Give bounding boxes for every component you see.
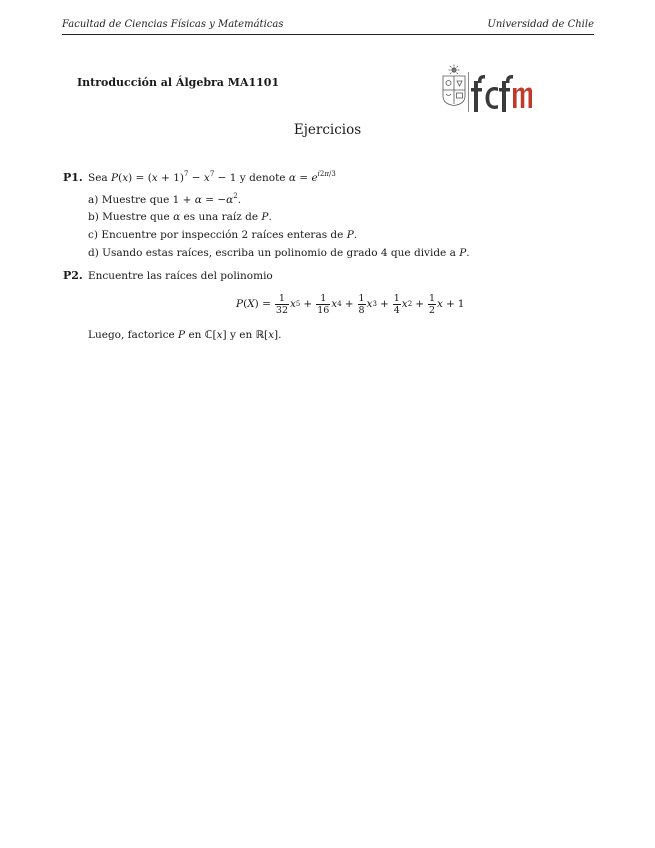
- p1-item-c: c) Encuentre por inspección 2 raíces enteras de P.: [88, 229, 358, 241]
- p2-intro: Encuentre las raíces del polinomio: [88, 270, 273, 282]
- p2-label: P2.: [63, 269, 83, 282]
- university-seal-icon: [441, 64, 467, 106]
- logos: [441, 64, 537, 110]
- fcfm-logo: [471, 72, 535, 112]
- p1-label: P1.: [63, 171, 83, 184]
- page-title: Ejercicios: [293, 122, 362, 138]
- header-rule: [62, 34, 594, 35]
- p1-item-d: d) Usando estas raíces, escriba un polinomio de grado 4 que divide a P.: [88, 247, 470, 259]
- running-header: [62, 19, 594, 35]
- p2-outro: Luego, factorice P en ℂ[x] y en ℝ[x].: [88, 329, 282, 341]
- p1-intro: Sea $P(x) = (x + 1)^7 - x^7 - 1$ y denote $\alpha = e^{i2\pi/3}$: [88, 170, 336, 184]
- p1-item-a: a) Muestre que $1 + \alpha = -\alpha^2$.: [88, 192, 242, 206]
- header-faculty: Facultad de Ciencias Físicas y Matemáticas: [62, 19, 284, 30]
- course-title: Introducción al Álgebra MA1101: [77, 76, 280, 89]
- header-university: Universidad de Chile: [487, 19, 594, 30]
- p2-equation: P(X) = $\frac{1}{32}$ x 5 + $\frac{1}{16}$ x 4 + $\frac{1}{8}$ x 3 + $\frac{1}{4}$ x 2 + $\frac{1}{2}$ x + 1: [236, 292, 465, 316]
- p1-item-b: b) Muestre que α es una raíz de P.: [88, 211, 272, 223]
- logo-divider: [468, 72, 469, 112]
